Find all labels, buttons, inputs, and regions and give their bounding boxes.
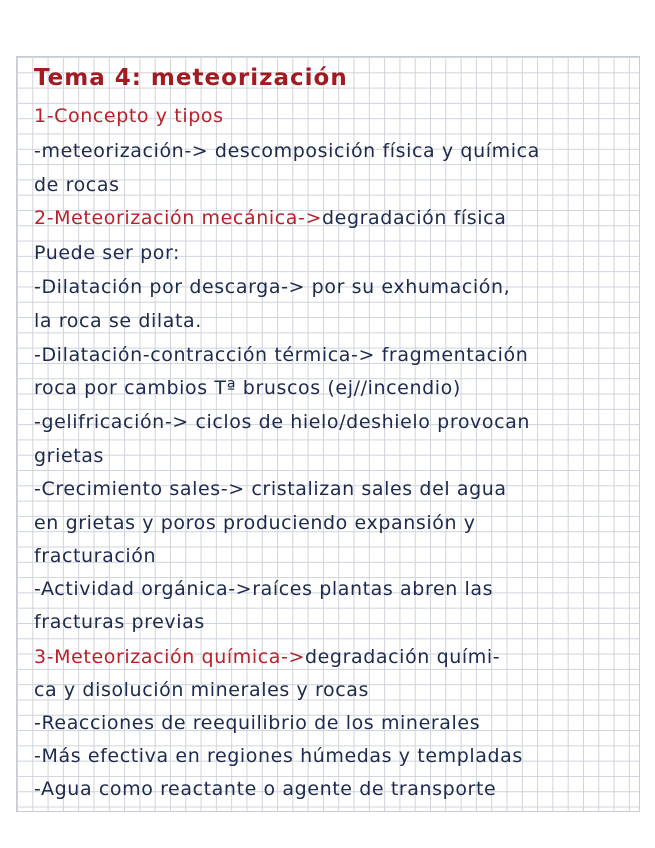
note-text: ca y disolución minerales y rocas	[34, 679, 369, 701]
note-text: -Crecimiento sales-> cristalizan sales del agua	[34, 478, 507, 500]
note-line-11	[34, 444, 104, 468]
note-text: -Agua como reactante o agente de transporte	[34, 778, 497, 800]
note-text: la roca se dilata.	[34, 310, 202, 332]
note-line-15	[34, 577, 493, 601]
note-text: -Reacciones de reequilibrio de los minerales	[34, 712, 481, 734]
note-line-20	[34, 744, 523, 768]
note-text: roca por cambios Tª bruscos (ej//incendio)	[34, 377, 461, 399]
note-text: degradación física	[322, 207, 507, 229]
note-text: -meteorización-> descomposición física y química	[34, 140, 540, 162]
note-line-12	[34, 477, 507, 501]
note-text: -Dilatación por descarga-> por su exhumación,	[34, 276, 511, 298]
note-text: fracturas previas	[34, 611, 205, 633]
note-text: -Dilatación-contracción térmica-> fragmentación	[34, 344, 529, 366]
note-text: -gelifricación-> ciclos de hielo/deshielo provocan	[34, 411, 531, 433]
note-line-18	[34, 678, 369, 702]
note-text: -Más efectiva en regiones húmedas y templadas	[34, 745, 523, 767]
page-title: Tema 4: meteorización	[34, 65, 348, 91]
heading-text: 2-Meteorización mecánica->	[34, 207, 323, 229]
note-line-1	[34, 104, 224, 128]
note-line-21	[34, 777, 496, 801]
note-line-16	[34, 610, 205, 634]
note-text: Puede ser por:	[34, 242, 181, 264]
note-line-3	[34, 173, 120, 197]
heading-text: 3-Meteorización química->	[34, 646, 305, 668]
note-line-14	[34, 544, 156, 568]
note-line-10	[34, 410, 530, 434]
note-line-17	[34, 645, 500, 669]
note-line-6	[34, 275, 510, 299]
note-text: de rocas	[34, 174, 120, 196]
note-line-8	[34, 343, 528, 367]
note-line-5	[34, 241, 180, 265]
note-text: grietas	[34, 445, 105, 467]
note-line-19	[34, 711, 480, 735]
note-line-9	[34, 376, 461, 400]
note-line-4	[34, 206, 506, 230]
note-text: degradación quími-	[304, 646, 501, 668]
note-line-2	[34, 139, 540, 163]
note-line-7	[34, 309, 202, 333]
note-text: fracturación	[34, 545, 157, 567]
note-text: -Actividad orgánica->raíces plantas abren las	[34, 578, 494, 600]
note-line-13	[34, 511, 476, 535]
heading-text: 1-Concepto y tipos	[34, 105, 224, 127]
note-text: en grietas y poros produciendo expansión y	[34, 512, 476, 534]
